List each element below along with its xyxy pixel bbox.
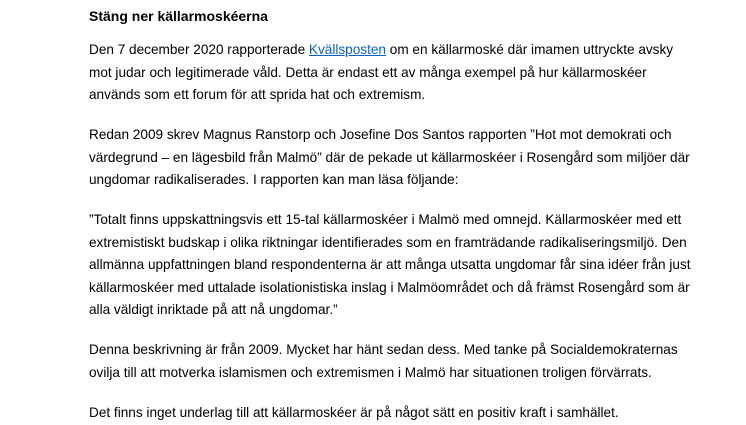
paragraph-conclusion (89, 402, 709, 425)
paragraph-line: Det finns inget underlag till att källarmoskéer är på något sätt en positiv kraft i samhället. (89, 405, 619, 420)
kvallsposten-link[interactable]: Kvällsposten (308, 42, 386, 57)
paragraph-line: alla väldigt inriktade på att nå ungdomar.” (89, 302, 338, 317)
paragraph-line: allmänna uppfattningen bland respondenterna är att många utsatta ungdomar får sina idéer från just (89, 257, 691, 272)
paragraph-kvallsposten-report (89, 39, 709, 107)
paragraph-line: mot judar och legitimerade våld. Detta är endast ett av många exempel på hur källarmoskéer (89, 64, 647, 80)
paragraph-line: ungdomar radikaliserades. I rapporten kan man läsa följande: (89, 172, 459, 187)
paragraph-since-2009 (89, 339, 709, 384)
paragraph-line: extremistiskt budskap i olika riktningar identifierades som en framträdande radikaliseringsmiljö. Den (89, 234, 687, 250)
text-run: om en källarmoské där imamen uttryckte avsky (386, 42, 674, 57)
paragraph-line: ”Totalt finns uppskattningsvis ett 15-tal källarmoskéer i Malmö med omnejd. Källarmoskéer med ett (89, 212, 682, 227)
paragraph-line: Redan 2009 skrev Magnus Ranstorp och Josefine Dos Santos rapporten ”Hot mot demokrati och (89, 127, 672, 142)
paragraph-line: värdegrund – en lägesbild från Malmö” där de pekade ut källarmoskéer i Rosengård som miljöer där (89, 149, 690, 165)
paragraph-line: källarmoskéer med uttalade isolationistiska inslag i Malmöområdet och då främst Rosengård som är (89, 279, 690, 295)
paragraph-line: används som ett forum för att sprida hat och extremism. (89, 87, 426, 102)
paragraph-quote (89, 209, 709, 322)
text-run: Den 7 december 2020 rapporterade (89, 42, 309, 57)
document-heading: Stäng ner källarmoskéerna (89, 8, 268, 24)
paragraph-line: Denna beskrivning är från 2009. Mycket har hänt sedan dess. Med tanke på Socialdemokraternas (89, 342, 678, 357)
paragraph-ranstorp-report (89, 124, 709, 192)
paragraph-line (89, 39, 709, 62)
paragraph-line: ovilja till att motverka islamismen och extremismen i Malmö har situationen troligen förvärrats. (89, 364, 652, 380)
